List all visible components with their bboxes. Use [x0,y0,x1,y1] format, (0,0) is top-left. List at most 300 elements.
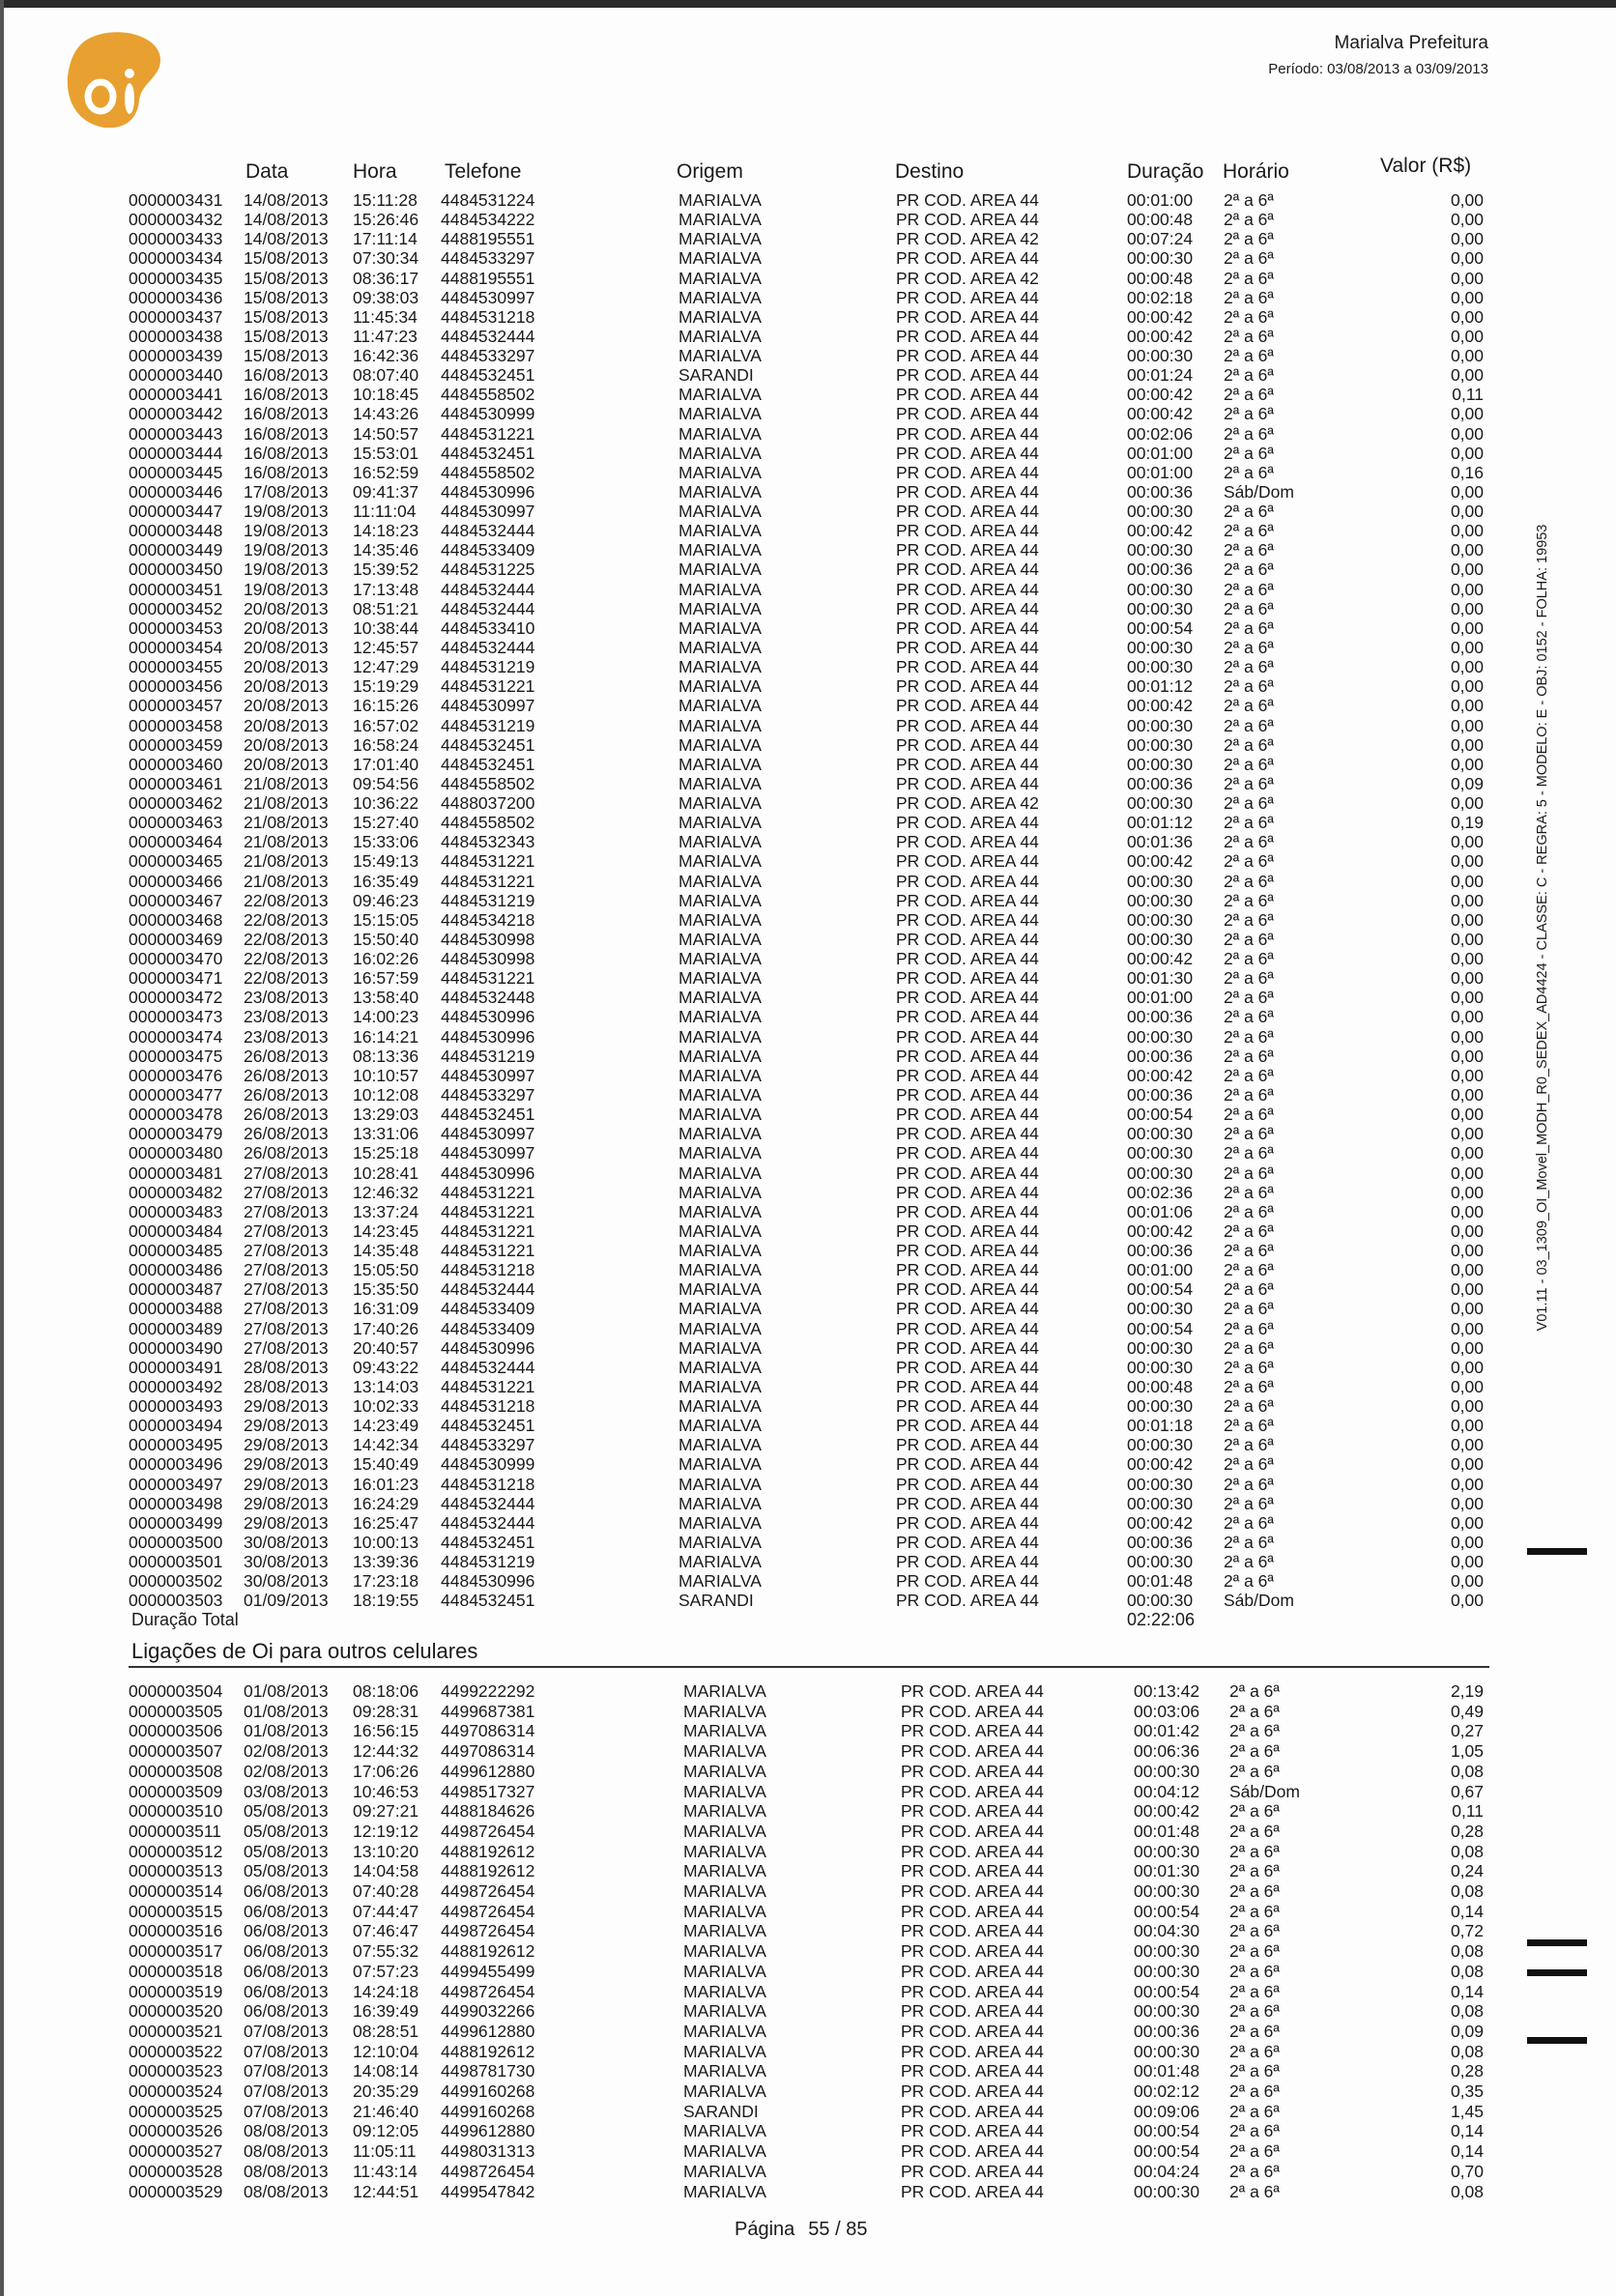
table-row [0,307,1616,327]
call-id: 0000003482 [129,1182,223,1202]
call-time: 15:19:29 [353,676,419,697]
table-row [0,2061,1616,2081]
call-id: 0000003445 [129,462,223,482]
call-phone: 4484530996 [441,1337,535,1358]
call-origin: MARIALVA [678,1026,762,1047]
table-row [0,1358,1616,1377]
call-duration: 00:00:42 [1127,385,1194,405]
call-period: 2ª a 6ª [1229,2021,1280,2041]
call-value: 0,00 [1450,1474,1484,1494]
call-origin: MARIALVA [678,1318,762,1338]
call-date: 19/08/2013 [244,560,329,580]
call-origin: MARIALVA [678,481,762,502]
call-date: 21/08/2013 [244,813,329,833]
call-destination: PR COD. AREA 44 [896,248,1039,269]
call-date: 20/08/2013 [244,598,329,618]
call-phone: 4499160268 [441,2101,535,2121]
call-period: 2ª a 6ª [1224,1454,1274,1475]
call-destination: PR COD. AREA 44 [896,481,1039,502]
call-phone: 4484533409 [441,1299,535,1319]
call-duration: 00:00:30 [1127,1337,1194,1358]
table-row [0,1299,1616,1318]
call-date: 20/08/2013 [244,676,329,697]
call-time: 08:18:06 [353,1681,419,1701]
call-duration: 00:00:30 [1127,598,1194,618]
table-row [0,229,1616,248]
table-row [0,1241,1616,1260]
total-duration-value: 02:22:06 [1127,1610,1196,1629]
call-period: 2ª a 6ª [1224,676,1274,697]
call-phone: 4484558502 [441,462,535,482]
col-header-valor: Valor (R$) [1380,155,1472,177]
call-date: 22/08/2013 [244,909,329,930]
call-id: 0000003515 [129,1901,223,1921]
call-value: 0,11 [1452,1801,1484,1822]
call-origin: MARIALVA [683,2081,766,2101]
call-id: 0000003461 [129,773,223,793]
call-time: 10:02:33 [353,1396,419,1417]
call-time: 12:44:32 [353,1741,419,1762]
call-phone: 4484531221 [441,1220,535,1241]
call-period: 2ª a 6ª [1224,404,1274,424]
call-duration: 00:00:30 [1127,734,1194,755]
call-id: 0000003517 [129,1941,223,1962]
call-destination: PR COD. AREA 44 [896,598,1039,618]
call-phone: 4484530996 [441,481,535,502]
call-origin: MARIALVA [678,773,762,793]
call-time: 12:47:29 [353,657,419,677]
call-phone: 4484530997 [441,502,535,522]
call-date: 26/08/2013 [244,1143,329,1163]
table-row [0,851,1616,871]
call-date: 29/08/2013 [244,1435,329,1455]
call-duration: 00:09:06 [1134,2101,1200,2121]
table-row [0,755,1616,774]
call-id: 0000003527 [129,2141,223,2162]
call-destination: PR COD. AREA 44 [896,832,1039,852]
call-duration: 00:00:30 [1134,1961,1200,1981]
table-row [0,1007,1616,1026]
call-duration: 00:01:12 [1127,813,1194,833]
call-value: 0,00 [1450,1241,1484,1261]
call-id: 0000003497 [129,1474,223,1494]
call-period: 2ª a 6ª [1229,2061,1280,2081]
call-origin: MARIALVA [678,793,762,814]
call-origin: SARANDI [678,365,754,386]
call-period: 2ª a 6ª [1224,715,1274,735]
call-destination: PR COD. AREA 44 [896,1396,1039,1417]
call-period: Sáb/Dom [1229,1781,1300,1801]
call-phone: 4484530996 [441,1571,535,1592]
scan-mark [1527,1969,1587,1976]
call-destination: PR COD. AREA 44 [896,190,1039,210]
call-time: 16:15:26 [353,696,419,716]
call-origin: MARIALVA [678,346,762,366]
call-value: 0,00 [1450,268,1484,288]
table-row [0,1202,1616,1221]
call-duration: 00:00:36 [1127,1241,1194,1261]
call-phone: 4484530998 [441,929,535,949]
call-destination: PR COD. AREA 44 [896,1376,1039,1396]
call-time: 16:52:59 [353,462,419,482]
call-value: 0,27 [1450,1721,1484,1741]
call-origin: MARIALVA [678,890,762,910]
call-duration: 00:00:30 [1127,1474,1194,1494]
call-duration: 00:00:36 [1127,481,1194,502]
table-row [0,2001,1616,2021]
call-time: 11:43:14 [353,2161,418,2181]
call-origin: MARIALVA [678,1260,762,1280]
table-row [0,1454,1616,1474]
call-origin: MARIALVA [678,929,762,949]
table-row [0,1475,1616,1494]
call-origin: MARIALVA [683,2161,766,2181]
call-origin: MARIALVA [683,1921,766,1941]
call-phone: 4488184626 [441,1801,535,1822]
call-id: 0000003435 [129,268,223,288]
call-origin: MARIALVA [678,1065,762,1085]
call-origin: MARIALVA [678,1124,762,1144]
call-phone: 4484532451 [441,443,535,463]
total-duration-label: Duração Total [131,1610,239,1629]
call-id: 0000003468 [129,909,223,930]
call-origin: MARIALVA [678,1337,762,1358]
table-row [0,1066,1616,1085]
call-origin: MARIALVA [678,1357,762,1377]
call-destination: PR COD. AREA 44 [896,1337,1039,1358]
call-duration: 00:00:42 [1127,1454,1194,1475]
call-destination: PR COD. AREA 44 [896,1512,1039,1533]
call-duration: 00:00:30 [1127,1026,1194,1047]
call-time: 15:49:13 [353,851,419,872]
call-phone: 4484531221 [441,968,535,989]
call-phone: 4484531221 [441,1241,535,1261]
call-phone: 4484532451 [441,734,535,755]
call-period: 2ª a 6ª [1224,1201,1274,1221]
call-time: 17:06:26 [353,1761,419,1781]
call-time: 10:18:45 [353,385,419,405]
call-duration: 00:01:00 [1127,190,1194,210]
call-time: 15:27:40 [353,813,419,833]
call-period: 2ª a 6ª [1224,871,1274,891]
call-id: 0000003467 [129,890,223,910]
call-duration: 00:00:54 [1127,617,1194,638]
call-id: 0000003501 [129,1552,223,1572]
call-value: 0,08 [1450,1881,1484,1901]
table-row [0,1721,1616,1740]
call-period: 2ª a 6ª [1224,734,1274,755]
call-time: 15:11:28 [353,190,418,210]
call-value: 0,00 [1450,540,1484,560]
call-time: 10:28:41 [353,1162,419,1183]
call-time: 07:55:32 [353,1941,419,1962]
call-period: 2ª a 6ª [1224,1105,1274,1125]
call-date: 29/08/2013 [244,1416,329,1436]
call-value: 0,00 [1450,210,1484,230]
call-duration: 00:00:54 [1134,2141,1200,2162]
call-duration: 00:00:30 [1134,1761,1200,1781]
call-destination: PR COD. AREA 44 [896,1220,1039,1241]
table-row [0,930,1616,949]
call-origin: MARIALVA [678,190,762,210]
call-value: 0,00 [1450,1220,1484,1241]
call-phone: 4484530998 [441,949,535,969]
call-date: 05/08/2013 [244,1861,329,1881]
call-date: 01/09/2013 [244,1591,329,1611]
call-destination: PR COD. AREA 44 [901,2181,1044,2201]
call-value: 0,00 [1450,988,1484,1008]
call-origin: MARIALVA [683,2061,766,2081]
call-time: 09:43:22 [353,1357,419,1377]
call-value: 0,00 [1450,1007,1484,1027]
call-id: 0000003470 [129,949,223,969]
call-destination: PR COD. AREA 44 [896,1105,1039,1125]
table-row [0,502,1616,521]
call-id: 0000003522 [129,2041,223,2061]
call-origin: MARIALVA [678,229,762,249]
call-date: 20/08/2013 [244,754,329,774]
call-destination: PR COD. AREA 44 [896,1435,1039,1455]
call-period: 2ª a 6ª [1229,1921,1280,1941]
call-duration: 00:04:30 [1134,1921,1200,1941]
call-origin: MARIALVA [683,2041,766,2061]
call-id: 0000003526 [129,2121,223,2141]
call-duration: 00:00:54 [1134,2121,1200,2141]
call-destination: PR COD. AREA 44 [896,617,1039,638]
call-date: 27/08/2013 [244,1337,329,1358]
call-value: 0,00 [1450,1065,1484,1085]
call-origin: MARIALVA [678,754,762,774]
call-id: 0000003496 [129,1454,223,1475]
call-destination: PR COD. AREA 44 [901,2161,1044,2181]
billing-period: Período: 03/08/2013 a 03/09/2013 [1268,61,1488,77]
call-destination: PR COD. AREA 44 [896,443,1039,463]
call-duration: 00:00:30 [1127,1143,1194,1163]
call-destination: PR COD. AREA 44 [896,1046,1039,1066]
call-date: 26/08/2013 [244,1084,329,1105]
call-date: 19/08/2013 [244,521,329,541]
scan-mark [1527,1548,1587,1555]
call-destination: PR COD. AREA 44 [901,2061,1044,2081]
call-date: 28/08/2013 [244,1376,329,1396]
call-date: 30/08/2013 [244,1571,329,1592]
col-header-horario: Horário [1223,160,1289,183]
call-time: 18:19:55 [353,1591,419,1611]
call-origin: MARIALVA [683,1681,766,1701]
call-id: 0000003493 [129,1396,223,1417]
call-date: 01/08/2013 [244,1721,329,1741]
call-value: 0,00 [1450,1454,1484,1475]
call-date: 22/08/2013 [244,968,329,989]
call-date: 21/08/2013 [244,851,329,872]
call-value: 0,00 [1450,1084,1484,1105]
call-destination: PR COD. AREA 44 [901,1801,1044,1822]
call-duration: 00:00:42 [1127,326,1194,346]
call-date: 06/08/2013 [244,2001,329,2022]
table-row [0,2121,1616,2140]
call-value: 0,11 [1452,385,1484,405]
call-date: 21/08/2013 [244,793,329,814]
call-date: 26/08/2013 [244,1105,329,1125]
call-destination: PR COD. AREA 44 [901,1901,1044,1921]
call-origin: MARIALVA [678,248,762,269]
call-phone: 4484533297 [441,346,535,366]
call-destination: PR COD. AREA 44 [896,1552,1039,1572]
call-origin: MARIALVA [678,1532,762,1552]
call-period: 2ª a 6ª [1224,598,1274,618]
call-origin: MARIALVA [678,1416,762,1436]
call-phone: 4484534222 [441,210,535,230]
call-destination: PR COD. AREA 44 [901,1721,1044,1741]
call-date: 21/08/2013 [244,773,329,793]
call-origin: MARIALVA [683,1701,766,1721]
call-value: 0,00 [1450,676,1484,697]
call-time: 14:35:48 [353,1241,419,1261]
table-row [0,288,1616,307]
call-period: 2ª a 6ª [1224,385,1274,405]
call-value: 0,00 [1450,423,1484,444]
call-id: 0000003488 [129,1299,223,1319]
call-phone: 4484531221 [441,676,535,697]
call-duration: 00:00:30 [1127,793,1194,814]
call-phone: 4488195551 [441,229,535,249]
call-id: 0000003494 [129,1416,223,1436]
call-time: 20:35:29 [353,2081,419,2101]
call-origin: MARIALVA [678,306,762,327]
call-origin: MARIALVA [678,617,762,638]
call-value: 0,00 [1450,326,1484,346]
call-origin: MARIALVA [678,404,762,424]
call-value: 0,00 [1450,1026,1484,1047]
call-destination: PR COD. AREA 44 [901,1861,1044,1881]
call-destination: PR COD. AREA 44 [896,560,1039,580]
table-row [0,2162,1616,2181]
call-value: 0,08 [1450,2181,1484,2201]
call-time: 15:39:52 [353,560,419,580]
call-value: 0,14 [1450,1981,1484,2001]
table-row [0,716,1616,735]
call-duration: 00:00:30 [1134,2041,1200,2061]
table-row [0,210,1616,229]
call-phone: 4498726454 [441,2161,535,2181]
call-value: 0,00 [1450,365,1484,386]
call-destination: PR COD. AREA 44 [896,1357,1039,1377]
call-destination: PR COD. AREA 44 [896,210,1039,230]
call-destination: PR COD. AREA 44 [901,1961,1044,1981]
call-time: 12:44:51 [353,2181,419,2201]
call-origin: MARIALVA [683,1781,766,1801]
call-destination: PR COD. AREA 44 [896,1162,1039,1183]
call-time: 16:25:47 [353,1512,419,1533]
call-date: 27/08/2013 [244,1299,329,1319]
call-destination: PR COD. AREA 44 [901,1941,1044,1962]
call-date: 20/08/2013 [244,657,329,677]
call-phone: 4497086314 [441,1741,535,1762]
call-value: 0,00 [1450,579,1484,599]
call-time: 08:36:17 [353,268,419,288]
call-time: 07:30:34 [353,248,419,269]
col-header-duracao: Duração [1127,160,1204,183]
table-row [0,190,1616,210]
call-period: 2ª a 6ª [1224,1143,1274,1163]
table-row [0,1941,1616,1961]
call-origin: MARIALVA [678,385,762,405]
call-value: 0,00 [1450,1143,1484,1163]
call-id: 0000003500 [129,1532,223,1552]
call-id: 0000003449 [129,540,223,560]
table-row [0,1416,1616,1435]
table-row [0,1861,1616,1880]
call-period: 2ª a 6ª [1224,1435,1274,1455]
call-period: 2ª a 6ª [1224,909,1274,930]
call-time: 10:46:53 [353,1781,419,1801]
call-time: 16:57:59 [353,968,419,989]
table-row [0,891,1616,910]
call-phone: 4499160268 [441,2081,535,2101]
call-id: 0000003476 [129,1065,223,1085]
call-duration: 00:00:36 [1127,1007,1194,1027]
call-origin: MARIALVA [678,909,762,930]
call-period: 2ª a 6ª [1224,540,1274,560]
call-phone: 4498726454 [441,1821,535,1841]
table-row [0,2081,1616,2101]
call-destination: PR COD. AREA 44 [901,2121,1044,2141]
call-id: 0000003463 [129,813,223,833]
call-time: 08:07:40 [353,365,419,386]
call-time: 13:14:03 [353,1376,419,1396]
call-value: 0,00 [1450,521,1484,541]
call-duration: 00:02:06 [1127,423,1194,444]
call-id: 0000003472 [129,988,223,1008]
table-row [0,1681,1616,1701]
call-phone: 4498726454 [441,1921,535,1941]
call-id: 0000003504 [129,1681,223,1701]
call-id: 0000003475 [129,1046,223,1066]
call-date: 16/08/2013 [244,404,329,424]
call-duration: 00:01:00 [1127,1260,1194,1280]
call-duration: 00:00:30 [1127,1124,1194,1144]
table-row [0,1881,1616,1901]
call-origin: MARIALVA [678,1454,762,1475]
call-duration: 00:01:48 [1127,1571,1194,1592]
call-duration: 00:00:54 [1127,1318,1194,1338]
call-value: 0,00 [1450,1279,1484,1300]
call-phone: 4484530997 [441,1143,535,1163]
call-time: 20:40:57 [353,1337,419,1358]
table-row [0,2182,1616,2201]
call-origin: MARIALVA [678,1182,762,1202]
call-period: 2ª a 6ª [1229,1821,1280,1841]
call-id: 0000003459 [129,734,223,755]
col-header-origem: Origem [677,160,743,183]
table-row [0,1435,1616,1454]
call-destination: PR COD. AREA 44 [896,754,1039,774]
call-id: 0000003437 [129,306,223,327]
call-time: 12:46:32 [353,1182,419,1202]
call-origin: MARIALVA [678,1552,762,1572]
call-value: 0,00 [1450,306,1484,327]
call-origin: MARIALVA [678,268,762,288]
call-duration: 00:01:18 [1127,1416,1194,1436]
call-time: 09:28:31 [353,1701,419,1721]
table-row [0,521,1616,540]
call-destination: PR COD. AREA 44 [896,1454,1039,1475]
page-value: 55 / 85 [808,2219,868,2240]
call-destination: PR COD. AREA 44 [896,1416,1039,1436]
call-value: 0,00 [1450,734,1484,755]
call-destination: PR COD. AREA 44 [896,1065,1039,1085]
call-value: 0,00 [1450,1318,1484,1338]
